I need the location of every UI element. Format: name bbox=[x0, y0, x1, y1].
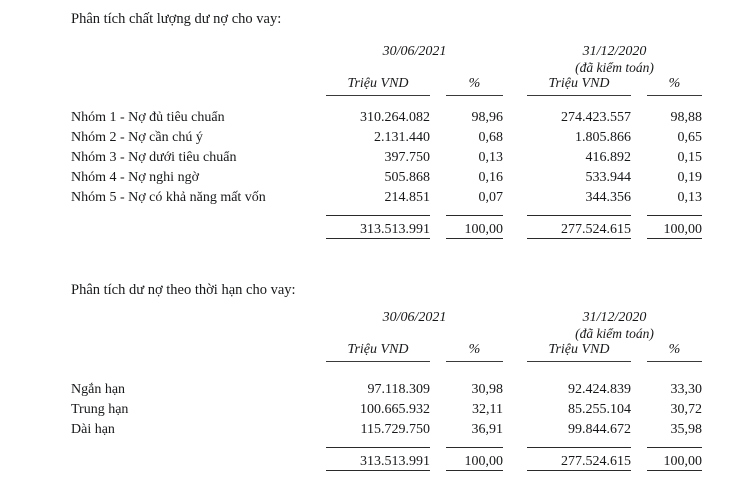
total-value-b: 277.524.615 bbox=[527, 448, 631, 471]
header-blank-cell-2 bbox=[71, 60, 326, 76]
header-gap-cell-2 bbox=[503, 326, 527, 342]
header-gap-cell bbox=[503, 310, 527, 326]
header-unit-col-b: Triệu VND bbox=[548, 342, 610, 357]
body-total-gap bbox=[71, 208, 702, 216]
header-unit-col-a: Triệu VND bbox=[347, 342, 409, 357]
table-row bbox=[71, 380, 702, 400]
row-pct-b: 98,88 bbox=[670, 109, 702, 125]
table-total-row bbox=[71, 448, 702, 471]
table-header-audit-note bbox=[71, 60, 702, 76]
header-blank-cell-3 bbox=[71, 342, 326, 358]
header-blank-cell-3 bbox=[71, 76, 326, 92]
row-pct-b: 0,65 bbox=[677, 129, 702, 145]
row-pct-a: 36,91 bbox=[471, 421, 503, 437]
table-header-dates bbox=[71, 310, 702, 326]
section-title-loan-quality: Phân tích chất lượng dư nợ cho vay: bbox=[71, 11, 282, 27]
table-row bbox=[71, 108, 702, 128]
row-label: Nhóm 3 - Nợ dưới tiêu chuẩn bbox=[71, 149, 237, 165]
row-label: Dài hạn bbox=[71, 421, 115, 437]
table-row bbox=[71, 400, 702, 420]
header-blank-cell bbox=[71, 44, 326, 60]
section-title-loan-term: Phân tích dư nợ theo thời hạn cho vay: bbox=[71, 282, 296, 298]
header-blank-cell-2 bbox=[71, 326, 326, 342]
header-note-col-b: (đã kiểm toán) bbox=[575, 60, 654, 75]
row-value-b: 85.255.104 bbox=[568, 401, 631, 417]
header-note-col-b: (đã kiểm toán) bbox=[575, 326, 654, 341]
header-body-gap bbox=[71, 96, 702, 108]
row-label: Nhóm 1 - Nợ đủ tiêu chuẩn bbox=[71, 109, 225, 125]
header-gap-cell-2 bbox=[503, 60, 527, 76]
row-value-a: 97.118.309 bbox=[367, 381, 430, 397]
row-value-b: 533.944 bbox=[585, 169, 631, 185]
total-label bbox=[71, 448, 326, 471]
total-pct-a: 100,00 bbox=[446, 448, 503, 471]
header-blank-cell bbox=[71, 310, 326, 326]
header-pct-col-b: % bbox=[668, 76, 681, 91]
total-label bbox=[71, 216, 326, 239]
table-header-dates bbox=[71, 44, 702, 60]
body-total-gap bbox=[71, 440, 702, 448]
total-pct-b: 100,00 bbox=[647, 448, 702, 471]
total-pct-b: 100,00 bbox=[647, 216, 702, 239]
header-body-gap bbox=[71, 362, 702, 380]
row-pct-b: 30,72 bbox=[670, 401, 702, 417]
table-row bbox=[71, 188, 702, 208]
header-gap-cell-3 bbox=[503, 342, 527, 358]
row-value-a: 505.868 bbox=[384, 169, 430, 185]
table-row bbox=[71, 148, 702, 168]
header-note-col-a bbox=[326, 326, 503, 342]
total-value-a: 313.513.991 bbox=[326, 448, 430, 471]
row-label: Nhóm 2 - Nợ cần chú ý bbox=[71, 129, 203, 145]
row-pct-b: 0,15 bbox=[677, 149, 702, 165]
row-value-a: 115.729.750 bbox=[360, 421, 430, 437]
header-pct-col-b: % bbox=[668, 342, 681, 357]
row-value-a: 310.264.082 bbox=[360, 109, 430, 125]
row-pct-a: 32,11 bbox=[472, 401, 503, 417]
header-spacer-b bbox=[631, 76, 647, 92]
table-header-audit-note bbox=[71, 326, 702, 342]
row-value-a: 2.131.440 bbox=[374, 129, 430, 145]
row-label: Nhóm 5 - Nợ có khả năng mất vốn bbox=[71, 189, 266, 205]
header-gap-cell bbox=[503, 44, 527, 60]
row-value-b: 274.423.557 bbox=[561, 109, 631, 125]
row-pct-b: 35,98 bbox=[670, 421, 702, 437]
row-pct-a: 0,68 bbox=[478, 129, 503, 145]
header-gap-cell-3 bbox=[503, 76, 527, 92]
loan-term-table bbox=[71, 310, 702, 471]
header-date-col-a: 30/06/2021 bbox=[382, 310, 447, 325]
total-value-a: 313.513.991 bbox=[326, 216, 430, 239]
row-pct-a: 98,96 bbox=[471, 109, 503, 125]
header-note-col-a bbox=[326, 60, 503, 76]
row-value-a: 100.665.932 bbox=[360, 401, 430, 417]
header-pct-col-a: % bbox=[468, 76, 481, 91]
table-total-row bbox=[71, 216, 702, 239]
table-header-units bbox=[71, 342, 702, 358]
row-pct-a: 0,16 bbox=[478, 169, 503, 185]
loan-quality-table bbox=[71, 44, 702, 239]
row-value-b: 344.356 bbox=[585, 189, 631, 205]
table-row bbox=[71, 420, 702, 440]
header-spacer-a bbox=[430, 76, 446, 92]
header-date-col-a: 30/06/2021 bbox=[382, 44, 447, 59]
header-unit-col-a: Triệu VND bbox=[347, 76, 409, 91]
table-row bbox=[71, 128, 702, 148]
header-date-col-b: 31/12/2020 bbox=[582, 44, 647, 59]
table-header-units bbox=[71, 76, 702, 92]
row-value-a: 397.750 bbox=[384, 149, 430, 165]
header-date-col-b: 31/12/2020 bbox=[582, 310, 647, 325]
header-unit-col-b: Triệu VND bbox=[548, 76, 610, 91]
header-spacer-a bbox=[430, 342, 446, 358]
row-value-b: 99.844.672 bbox=[568, 421, 631, 437]
row-label: Trung hạn bbox=[71, 401, 129, 417]
header-spacer-b bbox=[631, 342, 647, 358]
row-pct-a: 30,98 bbox=[471, 381, 503, 397]
row-value-a: 214.851 bbox=[384, 189, 430, 205]
row-pct-b: 0,19 bbox=[677, 169, 702, 185]
row-value-b: 416.892 bbox=[585, 149, 631, 165]
row-value-b: 1.805.866 bbox=[575, 129, 631, 145]
total-value-b: 277.524.615 bbox=[527, 216, 631, 239]
row-pct-a: 0,13 bbox=[478, 149, 503, 165]
row-pct-a: 0,07 bbox=[478, 189, 503, 205]
row-pct-b: 33,30 bbox=[670, 381, 702, 397]
row-label: Nhóm 4 - Nợ nghi ngờ bbox=[71, 169, 199, 185]
row-value-b: 92.424.839 bbox=[568, 381, 631, 397]
total-pct-a: 100,00 bbox=[446, 216, 503, 239]
header-pct-col-a: % bbox=[468, 342, 481, 357]
table-row bbox=[71, 168, 702, 188]
row-label: Ngắn hạn bbox=[71, 381, 126, 397]
row-pct-b: 0,13 bbox=[677, 189, 702, 205]
